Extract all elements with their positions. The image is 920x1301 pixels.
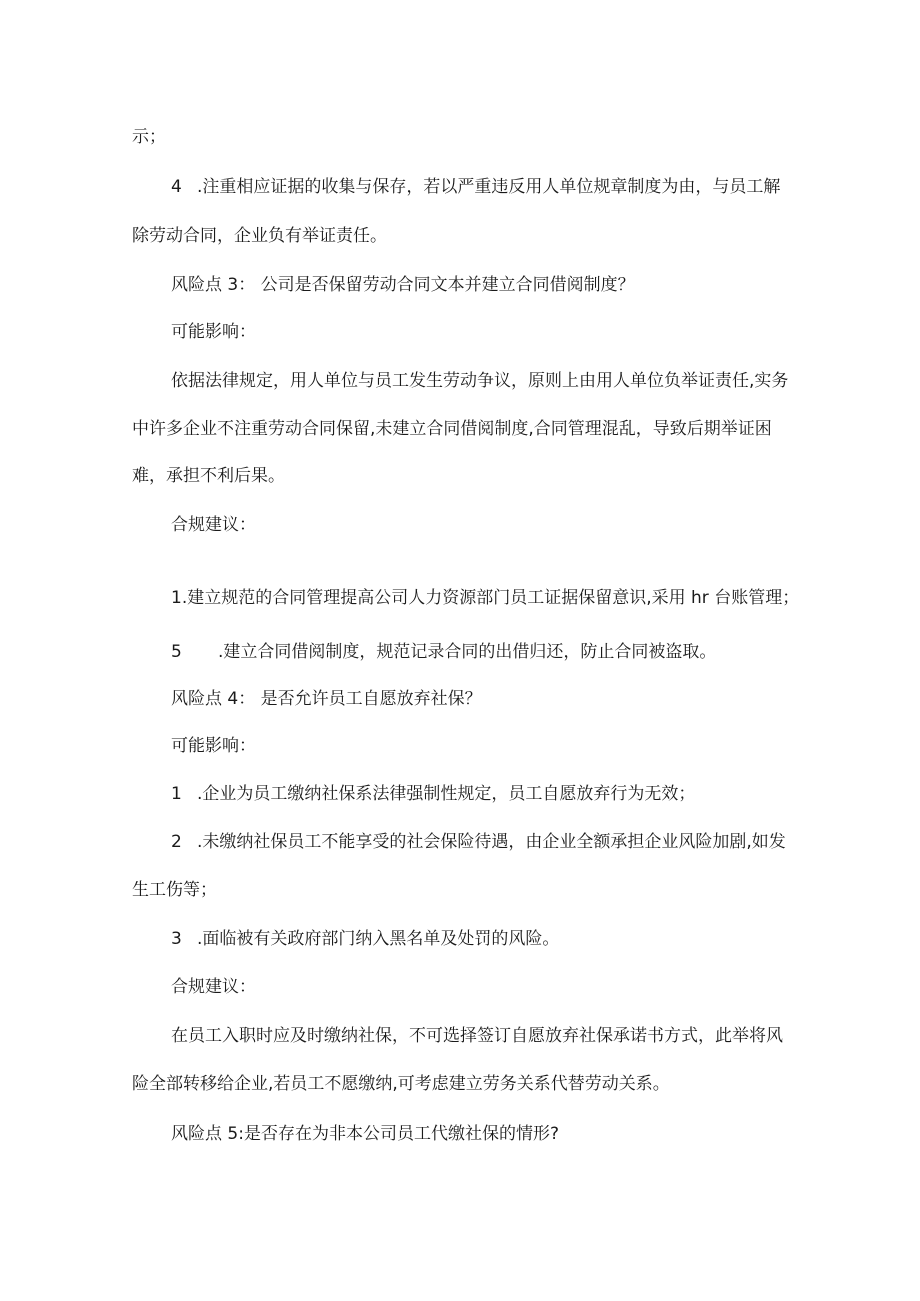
list-item-2 <box>171 832 786 852</box>
text-line: 中许多企业不注重劳动合同保留,未建立合同借阅制度,合同管理混乱，导致后期举证困 <box>132 419 772 439</box>
list-text: .建立合同借阅制度，规范记录合同的出借归还，防止合同被盗取。 <box>218 642 717 662</box>
list-text: .注重相应证据的收集与保存，若以严重违反用人单位规章制度为由，与员工解 <box>197 177 781 197</box>
section-label: 可能影响： <box>171 322 256 342</box>
list-text: .面临被有关政府部门纳入黑名单及处罚的风险。 <box>197 929 560 949</box>
text-line: 依据法律规定，用人单位与员工发生劳动争议，原则上由用人单位负举证责任,实务 <box>171 371 789 391</box>
list-number: 1 <box>171 784 182 804</box>
list-text: .企业为员工缴纳社保系法律强制性规定，员工自愿放弃行为无效； <box>197 784 696 804</box>
list-number: 4 <box>171 177 182 197</box>
text-line: 1.建立规范的合同管理提高公司人力资源部门员工证据保留意识,采用 hr 台账管理； <box>171 588 800 608</box>
text-line: 难，承担不利后果。 <box>132 466 285 486</box>
list-item-1 <box>171 784 695 804</box>
risk-point-heading: 风险点 5:是否存在为非本公司员工代缴社保的情形? <box>171 1124 559 1144</box>
text-line: 示； <box>132 127 166 147</box>
list-item-5 <box>171 642 716 662</box>
text-line: 除劳动合同，企业负有举证责任。 <box>132 226 387 246</box>
list-number: 3 <box>171 929 182 949</box>
list-item-4 <box>171 177 780 197</box>
list-item-3 <box>171 929 559 949</box>
text-line: 生工伤等； <box>132 880 217 900</box>
list-number: 2 <box>171 832 182 852</box>
risk-point-heading: 风险点 4： 是否允许员工自愿放弃社保？ <box>171 689 482 709</box>
section-label: 可能影响： <box>171 736 256 756</box>
section-label: 合规建议： <box>171 977 256 997</box>
text-line: 在员工入职时应及时缴纳社保，不可选择签订自愿放弃社保承诺书方式，此举将风 <box>171 1026 783 1046</box>
list-text: .未缴纳社保员工不能享受的社会保险待遇，由企业全额承担企业风险加剧,如发 <box>197 832 786 852</box>
risk-point-heading: 风险点 3： 公司是否保留劳动合同文本并建立合同借阅制度？ <box>171 275 635 295</box>
text-line: 险全部转移给企业,若员工不愿缴纳,可考虑建立劳务关系代替劳动关系。 <box>132 1074 670 1094</box>
section-label: 合规建议： <box>171 515 256 535</box>
list-number: 5 <box>171 642 182 662</box>
